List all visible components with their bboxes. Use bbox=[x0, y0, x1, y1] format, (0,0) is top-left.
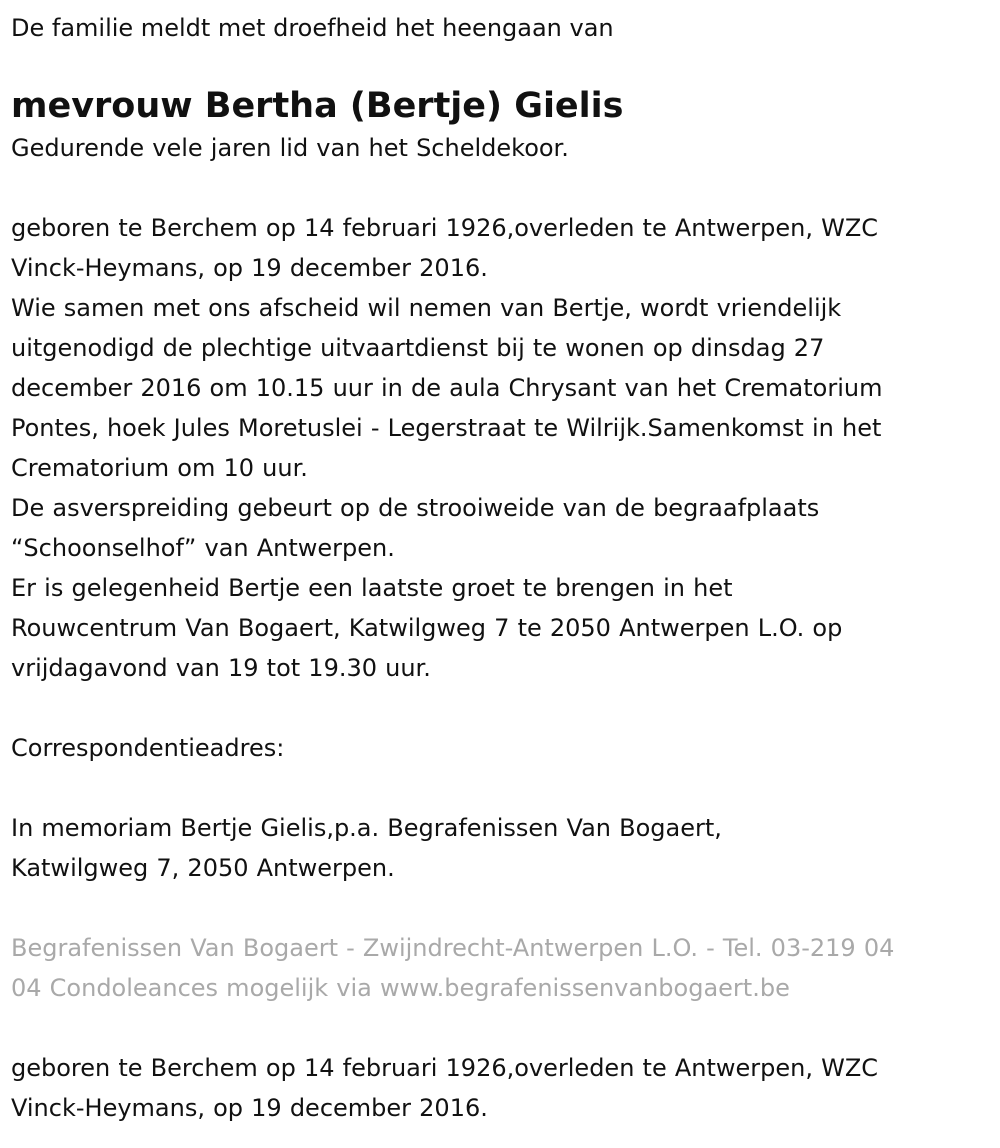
service-line: Crematorium om 10 uur. bbox=[11, 454, 308, 482]
farewell-line: Rouwcentrum Van Bogaert, Katwilgweg 7 te 2050 Antwerpen L.O. op bbox=[11, 614, 843, 642]
birth-death-line: Vinck-Heymans, op 19 december 2016. bbox=[11, 254, 488, 282]
service-line: Wie samen met ons afscheid wil nemen van Bertje, wordt vriendelijk bbox=[11, 294, 842, 322]
farewell-paragraph bbox=[11, 568, 986, 688]
birth-death-line: Vinck-Heymans, op 19 december 2016. bbox=[11, 1094, 488, 1122]
service-line: december 2016 om 10.15 uur in de aula Chrysant van het Crematorium bbox=[11, 374, 883, 402]
farewell-line: vrijdagavond van 19 tot 19.30 uur. bbox=[11, 654, 431, 682]
footer-line: Begrafenissen Van Bogaert - Zwijndrecht-Antwerpen L.O. - Tel. 03-219 04 bbox=[11, 934, 895, 962]
address-line: Katwilgweg 7, 2050 Antwerpen. bbox=[11, 854, 395, 882]
subtitle-text: Gedurende vele jaren lid van het Scheldekoor. bbox=[11, 134, 569, 162]
ashes-line: De asverspreiding gebeurt op de strooiweide van de begraafplaats bbox=[11, 494, 820, 522]
service-line: Pontes, hoek Jules Moretuslei - Legerstraat te Wilrijk.Samenkomst in het bbox=[11, 414, 882, 442]
address-line: In memoriam Bertje Gielis,p.a. Begrafenissen Van Bogaert, bbox=[11, 814, 722, 842]
correspondence-address bbox=[11, 808, 986, 888]
service-paragraph bbox=[11, 288, 986, 488]
ashes-line: “Schoonselhof” van Antwerpen. bbox=[11, 534, 395, 562]
correspondence-label: Correspondentieadres: bbox=[11, 734, 285, 762]
funeral-home-footer bbox=[11, 928, 986, 1008]
birth-death-repeat-paragraph bbox=[11, 1048, 986, 1128]
birth-death-line: geboren te Berchem op 14 februari 1926,overleden te Antwerpen, WZC bbox=[11, 214, 879, 242]
farewell-line: Er is gelegenheid Bertje een laatste groet te brengen in het bbox=[11, 574, 733, 602]
ashes-paragraph bbox=[11, 488, 986, 568]
footer-line: 04 Condoleances mogelijk via www.begrafenissenvanbogaert.be bbox=[11, 974, 790, 1002]
birth-death-line: geboren te Berchem op 14 februari 1926,overleden te Antwerpen, WZC bbox=[11, 1054, 879, 1082]
birth-death-paragraph bbox=[11, 208, 986, 288]
deceased-name: mevrouw Bertha (Bertje) Gielis bbox=[11, 86, 624, 126]
service-line: uitgenodigd de plechtige uitvaartdienst bij te wonen op dinsdag 27 bbox=[11, 334, 825, 362]
intro-text: De familie meldt met droefheid het heengaan van bbox=[11, 14, 614, 42]
